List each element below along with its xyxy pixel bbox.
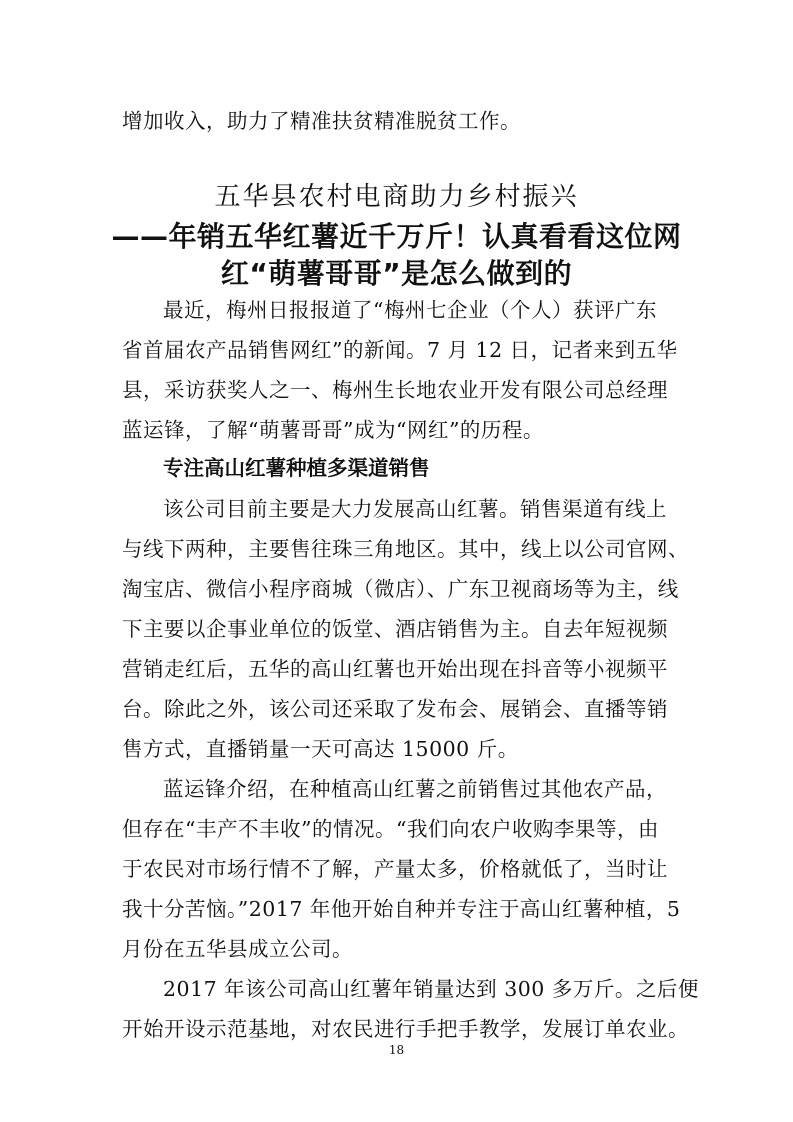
paragraph-line: 2017 年该公司高山红薯年销量达到 300 多万斤。之后便 <box>163 977 699 1001</box>
paragraph-line: 营销走红后，五华的高山红薯也开始出现在抖音等小视频平 <box>122 657 668 681</box>
paragraph-line: 最近，梅州日报报道了“梅州七企业（个人）获评广东 <box>163 298 657 322</box>
article-title-line-3: 红“萌薯哥哥”是怎么做到的 <box>220 257 573 290</box>
paragraph-line: 省首届农产品销售网红”的新闻。7 月 12 日，记者来到五华 <box>122 338 678 362</box>
paragraph-line: 淘宝店、微信小程序商城（微店）、广东卫视商场等为主，线 <box>122 577 679 601</box>
paragraph-line: 售方式，直播销量一天可高达 15000 斤。 <box>122 737 519 761</box>
article-title-line-2: ——年销五华红薯近千万斤！认真看看这位网 <box>111 220 682 253</box>
paragraph-line: 月份在五华县成立公司。 <box>122 937 353 961</box>
article-title-line-1: 五华县农村电商助力乡村振兴 <box>214 182 579 212</box>
paragraph-line: 台。除此之外，该公司还采取了发布会、展销会、直播等销 <box>122 697 668 721</box>
page-number: 18 <box>388 1043 405 1057</box>
section-subheading: 专注高山红薯种植多渠道销售 <box>163 456 430 480</box>
paragraph-line: 我十分苦恼。”2017 年他开始自种并专注于高山红薯种植，5 <box>122 897 681 921</box>
paragraph-line: 开始开设示范基地，对农民进行手把手教学，发展订单农业。 <box>122 1017 689 1041</box>
paragraph-line: 但存在“丰产不丰收”的情况。“我们向农户收购李果等，由 <box>122 817 659 841</box>
paragraph-line: 县，采访获奖人之一、梅州生长地农业开发有限公司总经理 <box>122 378 668 402</box>
intro-line: 增加收入，助力了精准扶贫精准脱贫工作。 <box>122 109 521 133</box>
paragraph-line: 于农民对市场行情不了解，产量太多，价格就低了，当时让 <box>122 857 668 881</box>
paragraph-line: 该公司目前主要是大力发展高山红薯。销售渠道有线上 <box>163 497 667 521</box>
paragraph-line: 与线下两种，主要售往珠三角地区。其中，线上以公司官网、 <box>122 537 689 561</box>
paragraph-line: 下主要以企事业单位的饭堂、酒店销售为主。自去年短视频 <box>122 617 668 641</box>
paragraph-line: 蓝运锋，了解“萌薯哥哥”成为“网红”的历程。 <box>122 418 544 442</box>
paragraph-line: 蓝运锋介绍，在种植高山红薯之前销售过其他农产品， <box>163 777 667 801</box>
